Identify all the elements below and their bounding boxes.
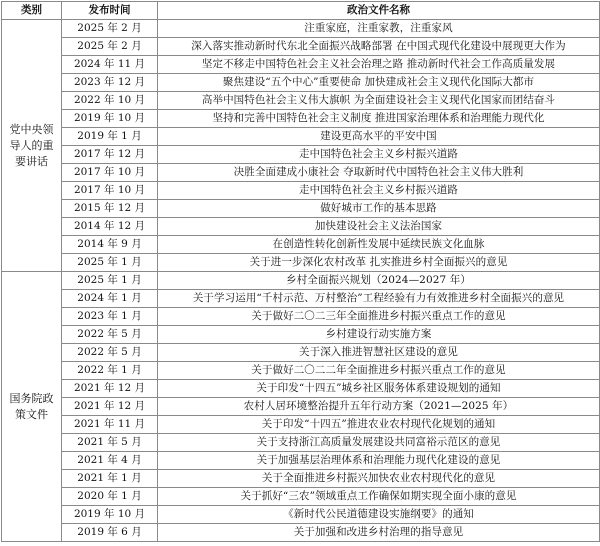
document-title-cell: 关于做好二〇二二年全面推进乡村振兴重点工作的意见 — [158, 362, 600, 380]
table-row — [2, 146, 600, 164]
document-title-cell: 关于加强和改进乡村治理的指导意见 — [158, 524, 600, 542]
table-row — [2, 182, 600, 200]
policy-document-table — [1, 1, 600, 542]
date-cell: 2017 年 12 月 — [62, 146, 158, 164]
header-date: 发布时间 — [62, 2, 158, 20]
table-row — [2, 218, 600, 236]
document-title-cell: 高举中国特色社会主义伟大旗帜 为全面建设社会主义现代化国家而团结奋斗 — [158, 92, 600, 110]
table-row — [2, 92, 600, 110]
table-row — [2, 110, 600, 128]
document-title-cell: 做好城市工作的基本思路 — [158, 200, 600, 218]
table-row — [2, 344, 600, 362]
document-title-cell: 乡村全面振兴规划（2024—2027 年） — [158, 272, 600, 290]
date-cell: 2022 年 10 月 — [62, 92, 158, 110]
date-cell: 2019 年 6 月 — [62, 524, 158, 542]
date-cell: 2025 年 1 月 — [62, 272, 158, 290]
document-title-cell: 聚焦建设“五个中心”重要使命 加快建成社会主义现代化国际大都市 — [158, 74, 600, 92]
document-title-cell: 关于支持浙江高质量发展建设共同富裕示范区的意见 — [158, 434, 600, 452]
header-category: 类别 — [2, 2, 62, 20]
date-cell: 2023 年 12 月 — [62, 74, 158, 92]
document-title-cell: 关于印发“十四五”推进农业农村现代化规划的通知 — [158, 416, 600, 434]
document-title-cell: 关于抓好“三农”领域重点工作确保如期实现全面小康的意见 — [158, 488, 600, 506]
table-row — [2, 254, 600, 272]
document-title-cell: 关于进一步深化农村改革 扎实推进乡村全面振兴的意见 — [158, 254, 600, 272]
header-title: 政治文件名称 — [158, 2, 600, 20]
date-cell: 2017 年 10 月 — [62, 182, 158, 200]
date-cell: 2021 年 1 月 — [62, 470, 158, 488]
table-row — [2, 38, 600, 56]
date-cell: 2020 年 1 月 — [62, 488, 158, 506]
table-row — [2, 488, 600, 506]
date-cell: 2023 年 1 月 — [62, 308, 158, 326]
date-cell: 2021 年 11 月 — [62, 416, 158, 434]
table-row — [2, 326, 600, 344]
date-cell: 2022 年 1 月 — [62, 362, 158, 380]
document-title-cell: 关于做好二〇二三年全面推进乡村振兴重点工作的意见 — [158, 308, 600, 326]
document-title-cell: 走中国特色社会主义乡村振兴道路 — [158, 146, 600, 164]
table-row — [2, 470, 600, 488]
date-cell: 2022 年 5 月 — [62, 344, 158, 362]
date-cell: 2019 年 1 月 — [62, 128, 158, 146]
document-title-cell: 关于全面推进乡村振兴加快农业农村现代化的意见 — [158, 470, 600, 488]
document-title-cell: 关于印发“十四五”城乡社区服务体系建设规划的通知 — [158, 380, 600, 398]
table-row — [2, 452, 600, 470]
table-row — [2, 506, 600, 524]
document-title-cell: 深入落实推动新时代东北全面振兴战略部署 在中国式现代化建设中展现更大作为 — [158, 38, 600, 56]
document-title-cell: 在创造性转化创新性发展中延续民族文化血脉 — [158, 236, 600, 254]
table-row — [2, 524, 600, 542]
table-row — [2, 200, 600, 218]
category-cell: 国务院政策文件 — [2, 272, 62, 542]
date-cell: 2014 年 9 月 — [62, 236, 158, 254]
table-row — [2, 362, 600, 380]
table-row — [2, 236, 600, 254]
date-cell: 2019 年 10 月 — [62, 506, 158, 524]
date-cell: 2021 年 12 月 — [62, 398, 158, 416]
date-cell: 2025 年 2 月 — [62, 20, 158, 38]
document-title-cell: 关于学习运用“千村示范、万村整治”工程经验有力有效推进乡村全面振兴的意见 — [158, 290, 600, 308]
document-title-cell: 乡村建设行动实施方案 — [158, 326, 600, 344]
date-cell: 2021 年 4 月 — [62, 452, 158, 470]
date-cell: 2021 年 5 月 — [62, 434, 158, 452]
date-cell: 2014 年 12 月 — [62, 218, 158, 236]
table-row — [2, 416, 600, 434]
table-body — [2, 20, 600, 542]
document-title-cell: 注重家庭，注重家教，注重家风 — [158, 20, 600, 38]
table-row — [2, 20, 600, 38]
table-row — [2, 164, 600, 182]
document-title-cell: 农村人居环境整治提升五年行动方案（2021—2025 年） — [158, 398, 600, 416]
date-cell: 2021 年 12 月 — [62, 380, 158, 398]
document-title-cell: 《新时代公民道德建设实施纲要》的通知 — [158, 506, 600, 524]
date-cell: 2015 年 12 月 — [62, 200, 158, 218]
table-row — [2, 434, 600, 452]
date-cell: 2019 年 10 月 — [62, 110, 158, 128]
document-title-cell: 加快建设社会主义法治国家 — [158, 218, 600, 236]
document-title-cell: 关于加强基层治理体系和治理能力现代化建设的意见 — [158, 452, 600, 470]
document-title-cell: 决胜全面建成小康社会 夺取新时代中国特色社会主义伟大胜利 — [158, 164, 600, 182]
document-title-cell: 走中国特色社会主义乡村振兴道路 — [158, 182, 600, 200]
table-row — [2, 128, 600, 146]
date-cell: 2024 年 1 月 — [62, 290, 158, 308]
table-row — [2, 290, 600, 308]
date-cell: 2024 年 11 月 — [62, 56, 158, 74]
date-cell: 2025 年 1 月 — [62, 254, 158, 272]
category-cell: 党中央领导人的重要讲话 — [2, 20, 62, 272]
header-row — [2, 2, 600, 20]
table-row — [2, 74, 600, 92]
table-row — [2, 56, 600, 74]
date-cell: 2022 年 5 月 — [62, 326, 158, 344]
document-title-cell: 坚定不移走中国特色社会主义社会治理之路 推动新时代社会工作高质量发展 — [158, 56, 600, 74]
date-cell: 2017 年 10 月 — [62, 164, 158, 182]
table-row — [2, 272, 600, 290]
document-title-cell: 建设更高水平的平安中国 — [158, 128, 600, 146]
document-title-cell: 关于深入推进智慧社区建设的意见 — [158, 344, 600, 362]
table-row — [2, 380, 600, 398]
document-title-cell: 坚持和完善中国特色社会主义制度 推进国家治理体系和治理能力现代化 — [158, 110, 600, 128]
date-cell: 2025 年 2 月 — [62, 38, 158, 56]
table-row — [2, 308, 600, 326]
table-row — [2, 398, 600, 416]
